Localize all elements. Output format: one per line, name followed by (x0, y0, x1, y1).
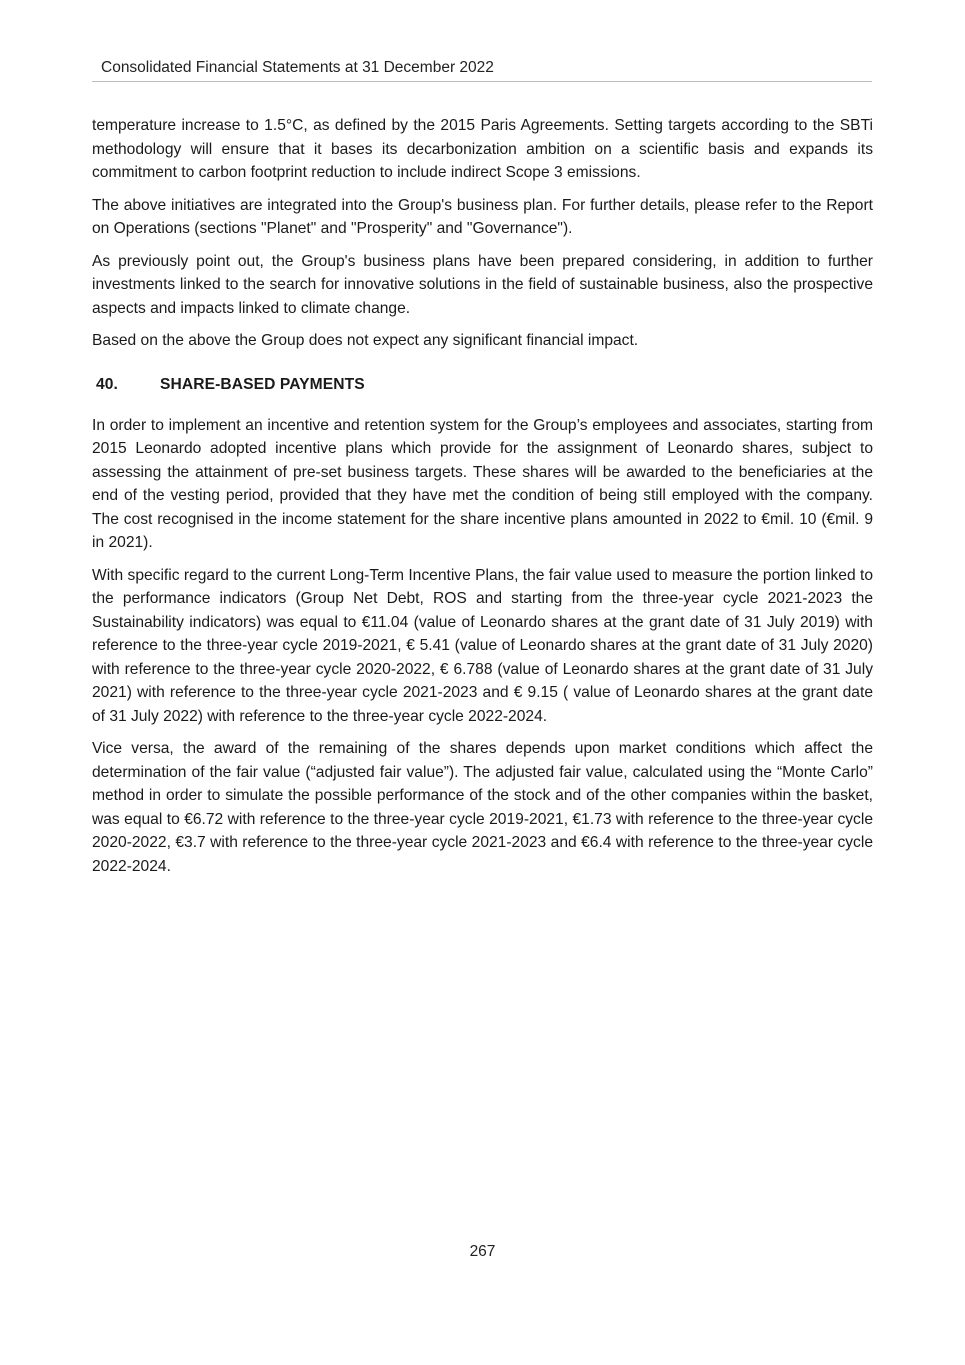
section-number: 40. (96, 375, 118, 393)
header-title: Consolidated Financial Statements at 31 December 2022 (101, 59, 494, 76)
paragraph-incentive-plans: In order to implement an incentive and retention system for the Group’s employees and associates, starting from 2015 Leonardo adopted incentive plans which provide for the assignment of Leonardo shares, subject to assessing the attainment of pre-set business targets. These shares will be awarded to the beneficiaries at the end of the vesting period, provided that they have met the condition of being still employed with the company. The cost recognised in the income statement for the share incentive plans amounted in 2022 to €mil. 10 (€mil. 9 in 2021). (92, 416, 873, 551)
paragraph-adjusted-fair-value: Vice versa, the award of the remaining of the shares depends upon market conditions which affect the determination of the fair value (“adjusted fair value”). The adjusted fair value, calculated using the “Monte Carlo” method in order to simulate the possible performance of the stock and of the other companies within the basket, was equal to €6.72 with reference to the three-year cycle 2019-2021, €1.73 with reference to the three-year cycle 2020-2022, €3.7 with reference to the three-year cycle 2021-2023 and €6.4 with reference to the three-year cycle 2022-2024. (92, 740, 873, 875)
section-heading (96, 374, 873, 396)
paragraph-climate-impacts: As previously point out, the Group's business plans have been prepared considering, in addition to further investments linked to the search for innovative solutions in the field of sustainable business, also the prospective aspects and impacts linked to climate change. (92, 252, 873, 317)
section-title: SHARE-BASED PAYMENTS (160, 375, 365, 393)
paragraph-climate-targets: temperature increase to 1.5°C, as defined by the 2015 Paris Agreements. Setting targets according to the SBTi methodology will ensure that it bases its decarbonization ambition on a scientific basis and expands its commitment to carbon footprint reduction to include indirect Scope 3 emissions. (92, 117, 873, 181)
paragraph-fair-value-performance: With specific regard to the current Long-Term Incentive Plans, the fair value used to measure the portion linked to the performance indicators (Group Net Debt, ROS and starting from the three-year cycle 2021-2023 the Sustainability indicators) was equal to €11.04 (value of Leonardo shares at the grant date of 31 July 2019) with reference to the three-year cycle 2019-2021, € 5.41 (value of Leonardo shares at the grant date of 31 July 2020) with reference to the three-year cycle 2020-2022, € 6.788 (value of Leonardo shares at the grant date of 31 July 2021) with reference to the three-year cycle 2021-2023 and € 9.15 ( value of Leonardo shares at the grant date of 31 July 2022) with reference to the three-year cycle 2022-2024. (92, 566, 873, 725)
page-number: 267 (469, 1243, 496, 1260)
page-body (92, 114, 873, 887)
paragraph-no-financial-impact: Based on the above the Group does not expect any significant financial impact. (92, 332, 639, 349)
running-header (92, 58, 872, 82)
paragraph-business-plan: The above initiatives are integrated into the Group's business plan. For further details, please refer to the Report on Operations (sections "Planet" and "Prosperity" and "Governance"). (92, 196, 873, 237)
